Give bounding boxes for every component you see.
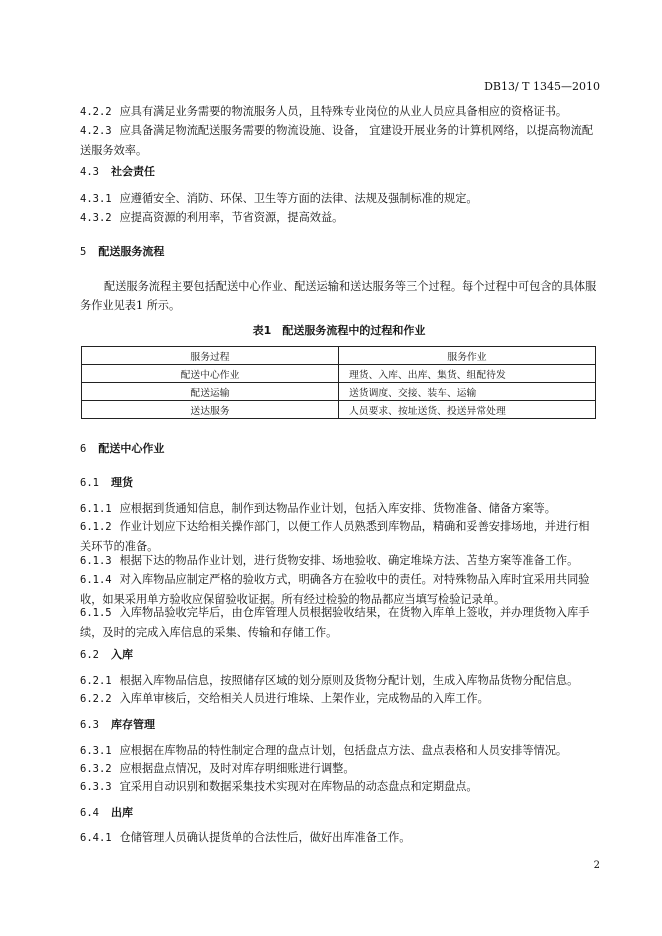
clause-6-1-2: 6.1.2 作业计划应下达给相关操作部门，以便工作人员熟悉到库物品，精确和妥善安排场地，并进行相关环节的准备。 xyxy=(80,520,590,553)
section-6-heading: 6 配送中心作业 xyxy=(80,442,165,455)
clause-6-1-4: 6.1.4 对入库物品应制定严格的验收方式，明确各方在验收中的责任。对特殊物品入库时宜采用共同验收，如果采用单方验收应保留验收证据。所有经过检验的物品都应当填写检验记录单。 xyxy=(80,573,590,606)
cell-process: 送达服务 xyxy=(82,401,339,419)
clause-4-2-2: 4.2.2 应具有满足业务需要的物流服务人员，且特殊专业岗位的从业人员应具备相应的资格证书。 xyxy=(80,105,568,118)
cell-process: 配送中心作业 xyxy=(82,365,339,383)
cell-operations: 理货、入库、出库、集货、组配待发 xyxy=(339,365,596,383)
clause-6-1-5: 6.1.5 入库物品验收完毕后，由仓库管理人员根据验收结果，在货物入库单上签收，并办理货物入库手续，及时的完成入库信息的采集、传输和存储工作。 xyxy=(80,606,590,639)
table-row xyxy=(82,383,596,401)
section-5-heading: 5 配送服务流程 xyxy=(80,245,165,258)
clause-6-2-2: 6.2.2 入库单审核后，交给相关人员进行堆垛、上架作业，完成物品的入库工作。 xyxy=(80,692,489,705)
header-process: 服务过程 xyxy=(82,347,339,365)
header-operations: 服务作业 xyxy=(339,347,596,365)
clause-4-3-1: 4.3.1 应遵循安全、消防、环保、卫生等方面的法律、法规及强制标准的规定。 xyxy=(80,192,478,205)
clause-6-3-1: 6.3.1 应根据在库物品的特性制定合理的盘点计划，包括盘点方法、盘点表格和人员安排等情况。 xyxy=(80,744,568,757)
section-5-intro: 配送服务流程主要包括配送中心作业、配送运输和送达服务等三个过程。每个过程中可包含的具体服务作业见表1 所示。 xyxy=(80,280,597,312)
clause-6-2-1: 6.2.1 根据入库物品信息，按照储存区域的划分原则及货物分配计划，生成入库物品货物分配信息。 xyxy=(80,674,579,687)
section-4-3-heading: 4.3 社会责任 xyxy=(80,165,155,178)
clause-6-3-3: 6.3.3 宜采用自动识别和数据采集技术实现对在库物品的动态盘点和定期盘点。 xyxy=(80,780,478,793)
table-1-caption: 表1 配送服务流程中的过程和作业 xyxy=(252,324,426,337)
section-6-3-heading: 6.3 库存管理 xyxy=(80,718,155,731)
section-6-4-heading: 6.4 出库 xyxy=(80,806,133,819)
table-header-row xyxy=(82,347,596,365)
table-row xyxy=(82,401,596,419)
page-number: 2 xyxy=(593,860,600,871)
process-table xyxy=(81,346,596,419)
clause-4-2-3: 4.2.3 应具备满足物流配送服务需要的物流设施、设备， 宜建设开展业务的计算机网络，以提高物流配送服务效率。 xyxy=(80,124,594,157)
cell-operations: 送货调度、交接、装车、运输 xyxy=(339,383,596,401)
clause-4-3-2: 4.3.2 应提高资源的利用率，节省资源，提高效益。 xyxy=(80,211,344,224)
clause-6-1-1: 6.1.1 应根据到货通知信息，制作到达物品作业计划，包括入库安排、货物准备、储备方案等。 xyxy=(80,502,556,515)
cell-operations: 人员要求、按址送货、投送异常处理 xyxy=(339,401,596,419)
standard-code: DB13/ T 1345—2010 xyxy=(484,80,600,93)
table-row xyxy=(82,365,596,383)
clause-6-3-2: 6.3.2 应根据盘点情况，及时对库存明细账进行调整。 xyxy=(80,762,355,775)
section-6-2-heading: 6.2 入库 xyxy=(80,648,133,661)
cell-process: 配送运输 xyxy=(82,383,339,401)
clause-6-4-1: 6.4.1 仓储管理人员确认提货单的合法性后，做好出库准备工作。 xyxy=(80,831,411,844)
clause-6-1-3: 6.1.3 根据下达的物品作业计划，进行货物安排、场地验收、确定堆垛方法、苫垫方案等准备工作。 xyxy=(80,554,579,567)
section-6-1-heading: 6.1 理货 xyxy=(80,476,133,489)
